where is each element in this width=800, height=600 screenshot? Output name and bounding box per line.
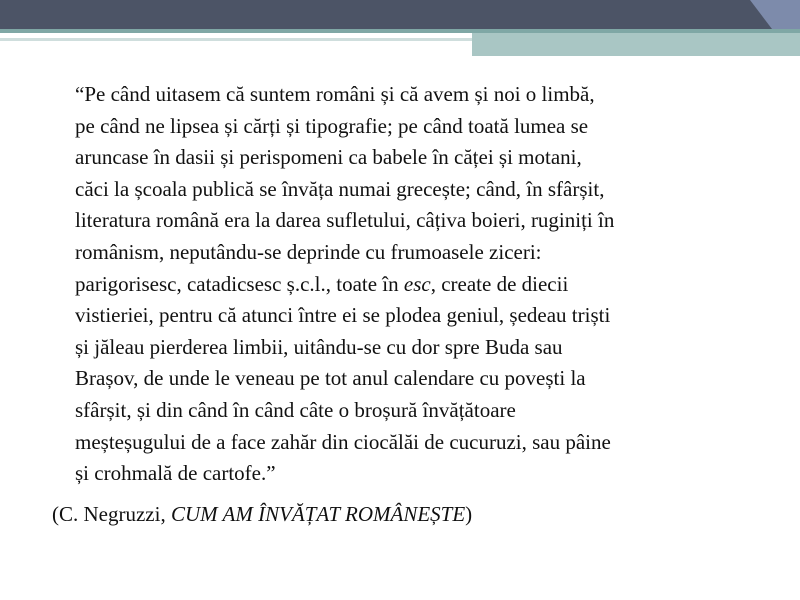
quote-line: “Pe când uitasem că suntem români și că avem și noi o limbă, (75, 82, 595, 106)
header-accent-block (772, 0, 800, 29)
attribution-title: CUM AM ÎNVĂȚAT ROMÂNEȘTE (170, 502, 466, 526)
quote-line: pe când ne lipsea și cărți și tipografie; pe când toată lumea se (75, 113, 589, 138)
quote-line-italic-segment: esc (403, 271, 431, 296)
quote-line: literatura română era la darea sufletului, câțiva boieri, ruginiți în (75, 208, 615, 233)
header-rule-lower (0, 38, 472, 41)
quote-text (75, 79, 775, 490)
attribution-suffix: ) (465, 502, 473, 526)
quote-line (75, 269, 775, 301)
quote-line: sfârșit, și din când în când câte o broșură învățătoare (75, 397, 516, 422)
quote-line: românism, neputându-se deprinde cu frumoasele ziceri: (75, 239, 542, 264)
quote-line: vistieriei, pentru că atunci între ei se plodea geniul, ședeau triști (75, 303, 611, 328)
quote-line: Brașov, de unde le veneau pe tot anul calendare cu povești la (75, 366, 586, 391)
quote-line-segment: parigorisesc, catadicsesc ș.c.l., toate în (75, 271, 404, 296)
quote-line: aruncase în dasii și perispomeni ca babele în căței și motani, (75, 145, 582, 170)
header-band (0, 0, 800, 29)
quote-line: și crohmală de cartofe.” (75, 461, 276, 486)
quote-line: căci la școala publică se învăța numai grecește; când, în sfârșit, (75, 176, 605, 201)
attribution (52, 499, 472, 530)
attribution-prefix: (C. Negruzzi, (52, 502, 171, 526)
header-accent-notch (750, 0, 772, 29)
quote-line: meșteșugului de a face zahăr din ciocălăi de cucuruzi, sau pâine (75, 429, 611, 454)
quote-line-segment: , create de diecii (430, 271, 569, 296)
quote-line: și jăleau pierderea limbii, uitându-se cu dor spre Buda sau (75, 334, 563, 359)
header-rule-teal (472, 33, 800, 56)
